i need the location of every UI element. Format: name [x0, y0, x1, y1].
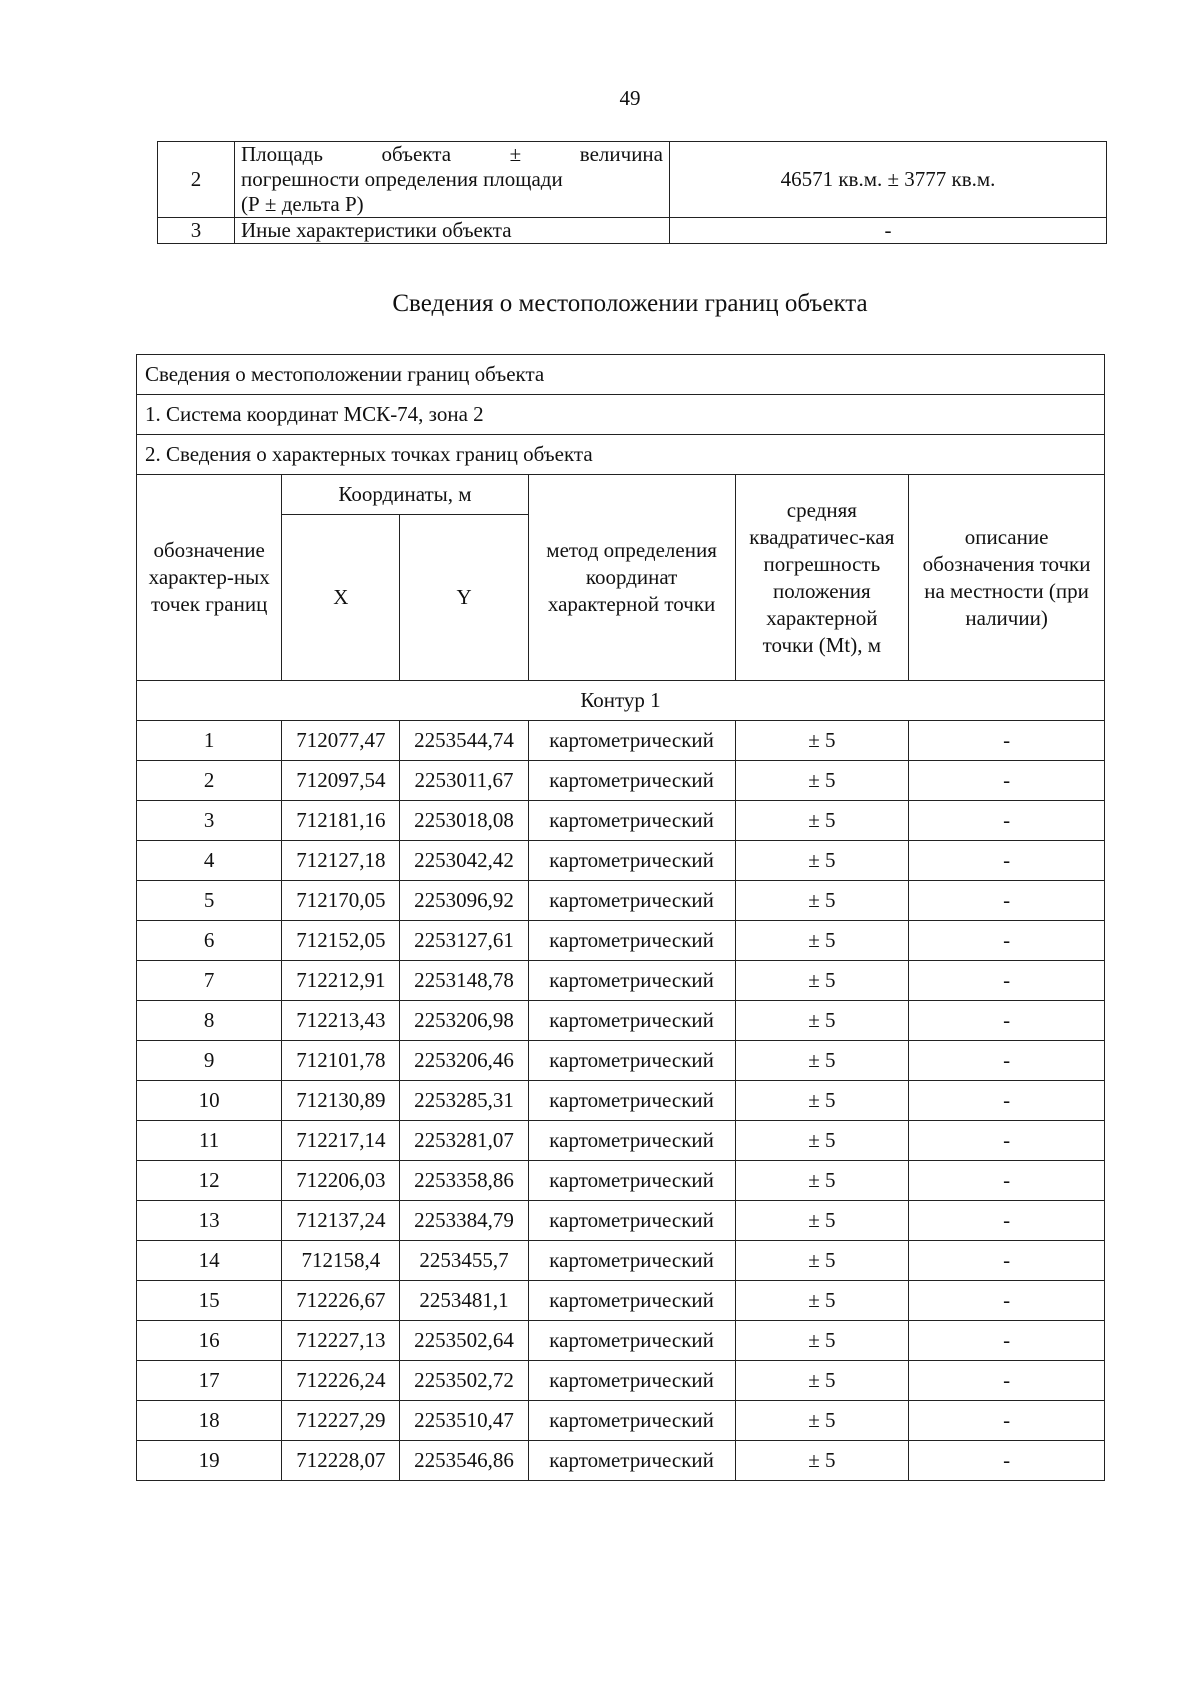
label-word: ± [509, 142, 522, 166]
contour-label: Контур 1 [137, 681, 1105, 721]
description: - [909, 1041, 1105, 1081]
coord-x: 712170,05 [282, 881, 400, 921]
error-value: ± 5 [735, 1001, 909, 1041]
method: картометрический [528, 761, 735, 801]
table-row [137, 961, 1105, 1001]
table-row [137, 1041, 1105, 1081]
point-number: 18 [137, 1401, 282, 1441]
coord-system: 1. Система координат МСК-74, зона 2 [137, 395, 1105, 435]
table-row [137, 721, 1105, 761]
description: - [909, 1001, 1105, 1041]
method: картометрический [528, 1161, 735, 1201]
method: картометрический [528, 921, 735, 961]
description: - [909, 1081, 1105, 1121]
point-number: 6 [137, 921, 282, 961]
point-number: 13 [137, 1201, 282, 1241]
coord-x: 712158,4 [282, 1241, 400, 1281]
point-number: 5 [137, 881, 282, 921]
coord-y: 2253206,98 [400, 1001, 528, 1041]
coord-y: 2253502,64 [400, 1321, 528, 1361]
coord-x: 712127,18 [282, 841, 400, 881]
table-row [137, 1281, 1105, 1321]
coord-x: 712227,13 [282, 1321, 400, 1361]
coord-x: 712137,24 [282, 1201, 400, 1241]
method: картометрический [528, 801, 735, 841]
description: - [909, 1441, 1105, 1481]
method: картометрический [528, 1241, 735, 1281]
row-number: 2 [158, 142, 235, 218]
method: картометрический [528, 1121, 735, 1161]
error-value: ± 5 [735, 1041, 909, 1081]
error-value: ± 5 [735, 721, 909, 761]
label-word: величина [579, 142, 663, 166]
description: - [909, 1361, 1105, 1401]
row-value: - [670, 218, 1107, 244]
label-line-3: (Р ± дельта Р) [241, 192, 364, 216]
method: картометрический [528, 1041, 735, 1081]
description: - [909, 1281, 1105, 1321]
point-number: 4 [137, 841, 282, 881]
description: - [909, 761, 1105, 801]
coord-x: 712228,07 [282, 1441, 400, 1481]
point-number: 14 [137, 1241, 282, 1281]
table-row [137, 801, 1105, 841]
error-value: ± 5 [735, 1281, 909, 1321]
table-row [137, 1321, 1105, 1361]
coord-x: 712206,03 [282, 1161, 400, 1201]
coord-y: 2253018,08 [400, 801, 528, 841]
error-value: ± 5 [735, 1081, 909, 1121]
coord-y: 2253096,92 [400, 881, 528, 921]
error-value: ± 5 [735, 1161, 909, 1201]
coord-y: 2253455,7 [400, 1241, 528, 1281]
method: картометрический [528, 1441, 735, 1481]
coord-x: 712077,47 [282, 721, 400, 761]
coord-x: 712213,43 [282, 1001, 400, 1041]
description: - [909, 1201, 1105, 1241]
point-number: 11 [137, 1121, 282, 1161]
coord-y: 2253127,61 [400, 921, 528, 961]
coord-y: 2253042,42 [400, 841, 528, 881]
page-number: 49 [619, 86, 641, 110]
coord-x: 712212,91 [282, 961, 400, 1001]
error-value: ± 5 [735, 761, 909, 801]
table-row [137, 1121, 1105, 1161]
coord-x: 712181,16 [282, 801, 400, 841]
point-number: 16 [137, 1321, 282, 1361]
point-number: 10 [137, 1081, 282, 1121]
table-row [137, 1201, 1105, 1241]
coord-y: 2253358,86 [400, 1161, 528, 1201]
description: - [909, 1161, 1105, 1201]
method: картометрический [528, 1281, 735, 1321]
coord-x: 712130,89 [282, 1081, 400, 1121]
points-caption: 2. Сведения о характерных точках границ объекта [137, 435, 1105, 475]
header-row [137, 475, 1105, 515]
label-line-2: погрешности определения площади [241, 167, 563, 191]
table-row [137, 761, 1105, 801]
table-title-row [137, 355, 1105, 395]
point-number: 8 [137, 1001, 282, 1041]
error-value: ± 5 [735, 881, 909, 921]
coord-y: 2253206,46 [400, 1041, 528, 1081]
column-header-coordinates: Координаты, м [282, 475, 528, 515]
table-row [137, 1001, 1105, 1041]
column-header-designation: обозначение характер-ных точек границ [137, 475, 282, 681]
table-row [137, 1081, 1105, 1121]
row-value: 46571 кв.м. ± 3777 кв.м. [670, 142, 1107, 218]
error-value: ± 5 [735, 1121, 909, 1161]
table-row [137, 1241, 1105, 1281]
error-value: ± 5 [735, 921, 909, 961]
error-value: ± 5 [735, 961, 909, 1001]
table-title: Сведения о местоположении границ объекта [137, 355, 1105, 395]
point-number: 3 [137, 801, 282, 841]
column-header-y: Y [400, 515, 528, 681]
coord-x: 712226,24 [282, 1361, 400, 1401]
error-value: ± 5 [735, 801, 909, 841]
coord-y: 2253281,07 [400, 1121, 528, 1161]
coord-x: 712101,78 [282, 1041, 400, 1081]
points-caption-row [137, 435, 1105, 475]
point-number: 9 [137, 1041, 282, 1081]
method: картометрический [528, 841, 735, 881]
description: - [909, 961, 1105, 1001]
method: картометрический [528, 1201, 735, 1241]
coord-y: 2253148,78 [400, 961, 528, 1001]
error-value: ± 5 [735, 1241, 909, 1281]
column-header-error: средняя квадратичес-кая погрешность положения характерной точки (Mt), м [735, 475, 909, 681]
point-number: 19 [137, 1441, 282, 1481]
method: картометрический [528, 1321, 735, 1361]
description: - [909, 1401, 1105, 1441]
coord-y: 2253481,1 [400, 1281, 528, 1321]
label-word: Площадь [241, 142, 323, 166]
contour-row [137, 681, 1105, 721]
description: - [909, 1321, 1105, 1361]
error-value: ± 5 [735, 1361, 909, 1401]
table-row [137, 1401, 1105, 1441]
description: - [909, 801, 1105, 841]
description: - [909, 841, 1105, 881]
table-row [137, 881, 1105, 921]
description: - [909, 721, 1105, 761]
label-word: объекта [381, 142, 452, 166]
coord-x: 712217,14 [282, 1121, 400, 1161]
table-row [137, 921, 1105, 961]
coord-x: 712226,67 [282, 1281, 400, 1321]
method: картометрический [528, 1001, 735, 1041]
description: - [909, 1121, 1105, 1161]
point-number: 17 [137, 1361, 282, 1401]
method: картометрический [528, 961, 735, 1001]
table-row [137, 1441, 1105, 1481]
point-number: 12 [137, 1161, 282, 1201]
boundary-points-table [136, 354, 1105, 1481]
error-value: ± 5 [735, 841, 909, 881]
coord-x: 712097,54 [282, 761, 400, 801]
coord-y: 2253502,72 [400, 1361, 528, 1401]
coord-y: 2253544,74 [400, 721, 528, 761]
table-row [137, 1161, 1105, 1201]
method: картометрический [528, 1401, 735, 1441]
column-header-method: метод определения координат характерной точки [528, 475, 735, 681]
description: - [909, 881, 1105, 921]
point-number: 7 [137, 961, 282, 1001]
table-row [158, 142, 1107, 218]
row-label: Иные характеристики объекта [235, 218, 670, 244]
table-row [137, 841, 1105, 881]
description: - [909, 1241, 1105, 1281]
point-number: 2 [137, 761, 282, 801]
method: картометрический [528, 1361, 735, 1401]
coord-y: 2253011,67 [400, 761, 528, 801]
coord-system-row [137, 395, 1105, 435]
point-number: 1 [137, 721, 282, 761]
method: картометрический [528, 721, 735, 761]
point-number: 15 [137, 1281, 282, 1321]
method: картометрический [528, 1081, 735, 1121]
error-value: ± 5 [735, 1201, 909, 1241]
method: картометрический [528, 881, 735, 921]
error-value: ± 5 [735, 1321, 909, 1361]
coord-y: 2253510,47 [400, 1401, 528, 1441]
row-label [235, 142, 670, 218]
error-value: ± 5 [735, 1441, 909, 1481]
coord-x: 712152,05 [282, 921, 400, 961]
object-characteristics-table [157, 141, 1107, 244]
table-row [158, 218, 1107, 244]
column-header-description: описание обозначения точки на местности (при наличии) [909, 475, 1105, 681]
column-header-x: X [282, 515, 400, 681]
error-value: ± 5 [735, 1401, 909, 1441]
description: - [909, 921, 1105, 961]
coord-y: 2253384,79 [400, 1201, 528, 1241]
table-row [137, 1361, 1105, 1401]
label-line-1 [241, 142, 663, 167]
row-number: 3 [158, 218, 235, 244]
coord-y: 2253546,86 [400, 1441, 528, 1481]
coord-y: 2253285,31 [400, 1081, 528, 1121]
coord-x: 712227,29 [282, 1401, 400, 1441]
section-title: Сведения о местоположении границ объекта [392, 290, 868, 317]
